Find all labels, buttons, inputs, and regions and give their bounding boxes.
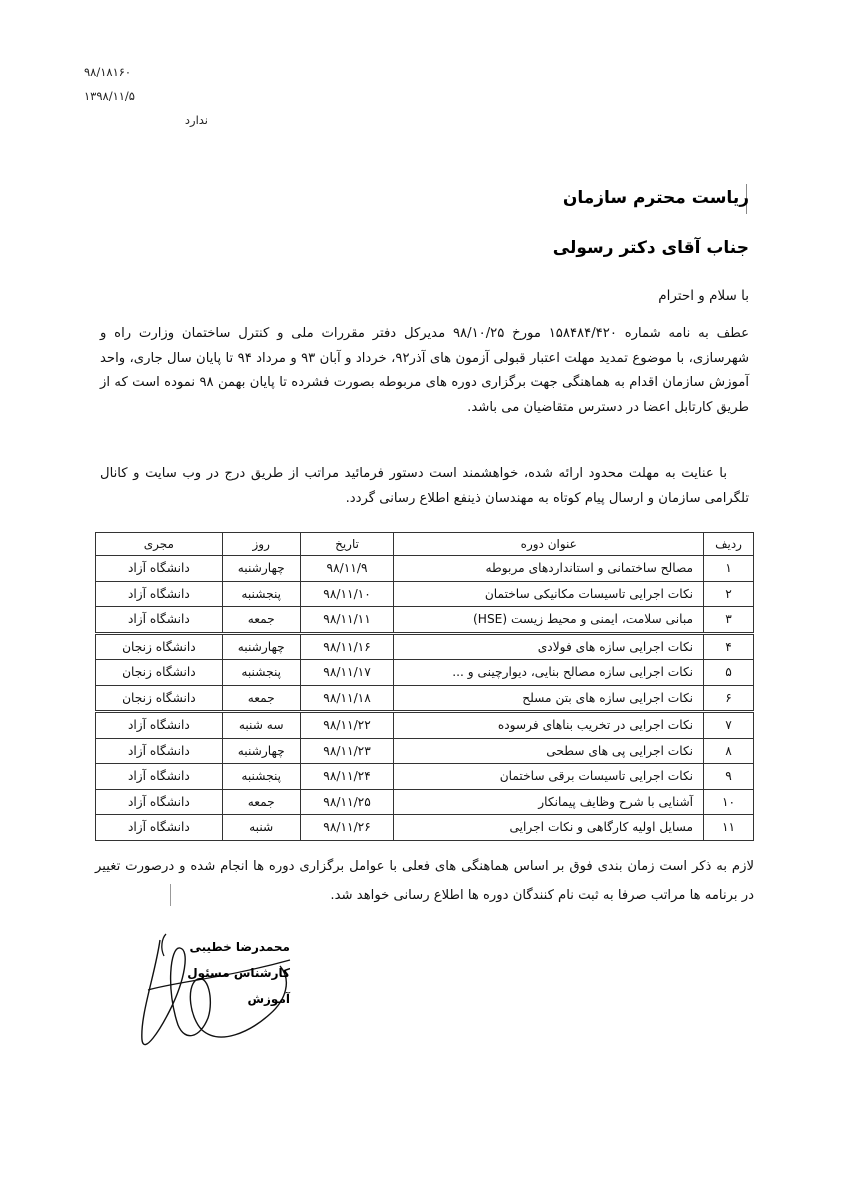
course-title: مبانی سلامت، ایمنی و محیط زیست (HSE)	[394, 607, 704, 634]
letter-attachment: ندارد	[184, 113, 208, 127]
course-executor: دانشگاه آزاد	[96, 581, 223, 607]
course-executor: دانشگاه آزاد	[96, 764, 223, 790]
course-day: چهارشنبه	[222, 738, 300, 764]
course-day: پنجشنبه	[222, 660, 300, 686]
row-number: ۳	[704, 607, 754, 634]
row-number: ۹	[704, 764, 754, 790]
row-number: ۱۱	[704, 815, 754, 841]
course-title: نکات اجرایی پی های سطحی	[394, 738, 704, 764]
course-date: ۹۸/۱۱/۱۱	[300, 607, 394, 634]
margin-mark	[170, 884, 171, 906]
row-number: ۴	[704, 633, 754, 660]
table-row	[96, 685, 754, 712]
course-day: چهارشنبه	[222, 556, 300, 582]
body-paragraph-1: عطف به نامه شماره ۱۵۸۴۸۴/۴۲۰ مورخ ۹۸/۱۰/۲۵ مدیرکل دفتر مقررات ملی و کنترل ساختمان وزارت راه و شهرسازی، با موضوع تمدید مهلت اعتبار قبولی آزمون های آذر۹۲، خرداد و آبان ۹۳ و مرداد ۹۴ تا پایان سال جاری، واحد آموزش سازمان اقدام به هماهنگی جهت برگزاری دوره های مربوطه بصورت فشرده تا پایان بهمن ۹۸ نموده است که از طریق کارتابل اعضا در دسترس متقاضیان می باشد.	[100, 326, 749, 415]
course-schedule-table	[95, 532, 754, 841]
course-date: ۹۸/۱۱/۲۳	[300, 738, 394, 764]
table-row	[96, 815, 754, 841]
course-executor: دانشگاه آزاد	[96, 815, 223, 841]
course-title: نکات اجرایی سازه های فولادی	[394, 633, 704, 660]
table-row	[96, 764, 754, 790]
table-row	[96, 556, 754, 582]
greeting: با سلام و احترام	[658, 288, 749, 304]
course-executor: دانشگاه آزاد	[96, 738, 223, 764]
course-date: ۹۸/۱۱/۱۷	[300, 660, 394, 686]
body-paragraph-3: لازم به ذکر است زمان بندی فوق بر اساس هماهنگی های فعلی با عوامل برگزاری دوره ها انجام شده و درصورت تغییر در برنامه ها مراتب صرفا به ثبت نام کنندگان دوره ها اطلاع رسانی خواهد شد.	[95, 859, 754, 903]
letter-number: ۹۸/۱۸۱۶۰	[84, 65, 132, 79]
body-paragraph-2: با عنایت به مهلت محدود ارائه شده، خواهشمند است دستور فرمائید مراتب از طریق درج در وب سایت و کانال تلگرامی سازمان و ارسال پیام کوتاه به مهندسان ذینفع اطلاع رسانی گردد.	[100, 466, 749, 506]
course-title: نکات اجرایی سازه مصالح بنایی، دیوارچینی و ...	[394, 660, 704, 686]
row-number: ۱	[704, 556, 754, 582]
course-executor: دانشگاه آزاد	[96, 556, 223, 582]
course-title: نکات اجرایی سازه های بتن مسلح	[394, 685, 704, 712]
course-executor: دانشگاه زنجان	[96, 633, 223, 660]
row-number: ۷	[704, 712, 754, 739]
course-day: جمعه	[222, 607, 300, 634]
header-course-title: عنوان دوره	[394, 533, 704, 556]
signer-name: محمدرضا خطیبی	[189, 940, 290, 954]
letter-date: ۱۳۹۸/۱۱/۵	[84, 89, 135, 103]
table-row	[96, 633, 754, 660]
course-day: پنجشنبه	[222, 764, 300, 790]
course-executor: دانشگاه آزاد	[96, 607, 223, 634]
table-body	[96, 556, 754, 841]
signer-unit: آموزش	[247, 992, 290, 1006]
row-number: ۲	[704, 581, 754, 607]
course-date: ۹۸/۱۱/۱۸	[300, 685, 394, 712]
course-date: ۹۸/۱۱/۹	[300, 556, 394, 582]
recipient-line2: جناب آقای دکتر رسولی	[552, 238, 749, 258]
table-row	[96, 712, 754, 739]
course-date: ۹۸/۱۱/۲۵	[300, 789, 394, 815]
course-day: پنجشنبه	[222, 581, 300, 607]
course-title: آشنایی با شرح وظایف پیمانکار	[394, 789, 704, 815]
course-date: ۹۸/۱۱/۲۴	[300, 764, 394, 790]
course-day: جمعه	[222, 685, 300, 712]
course-title: نکات اجرایی تاسیسات مکانیکی ساختمان	[394, 581, 704, 607]
table-row	[96, 789, 754, 815]
course-title: مصالح ساختمانی و استانداردهای مربوطه	[394, 556, 704, 582]
table-row	[96, 607, 754, 634]
table-row	[96, 581, 754, 607]
course-executor: دانشگاه آزاد	[96, 789, 223, 815]
course-title: مسایل اولیه کارگاهی و نکات اجرایی	[394, 815, 704, 841]
course-date: ۹۸/۱۱/۲۶	[300, 815, 394, 841]
table-header-row	[96, 533, 754, 556]
recipient-line1: ریاست محترم سازمان	[562, 188, 749, 208]
header-date: تاریخ	[300, 533, 394, 556]
course-executor: دانشگاه زنجان	[96, 660, 223, 686]
course-date: ۹۸/۱۱/۱۰	[300, 581, 394, 607]
signature-block	[160, 934, 290, 1012]
row-number: ۵	[704, 660, 754, 686]
course-title: نکات اجرایی تاسیسات برقی ساختمان	[394, 764, 704, 790]
table-row	[96, 738, 754, 764]
header-executor: مجری	[96, 533, 223, 556]
course-executor: دانشگاه آزاد	[96, 712, 223, 739]
header-day: روز	[222, 533, 300, 556]
course-day: جمعه	[222, 789, 300, 815]
row-number: ۶	[704, 685, 754, 712]
course-day: سه شنبه	[222, 712, 300, 739]
row-number: ۱۰	[704, 789, 754, 815]
course-title: نکات اجرایی در تخریب بناهای فرسوده	[394, 712, 704, 739]
table-row	[96, 660, 754, 686]
course-date: ۹۸/۱۱/۲۲	[300, 712, 394, 739]
course-day: چهارشنبه	[222, 633, 300, 660]
signer-title: کارشناس مسئول	[187, 966, 290, 980]
row-number: ۸	[704, 738, 754, 764]
header-row-number: ردیف	[704, 533, 754, 556]
course-day: شنبه	[222, 815, 300, 841]
course-date: ۹۸/۱۱/۱۶	[300, 633, 394, 660]
course-executor: دانشگاه زنجان	[96, 685, 223, 712]
letter-meta	[84, 60, 208, 132]
